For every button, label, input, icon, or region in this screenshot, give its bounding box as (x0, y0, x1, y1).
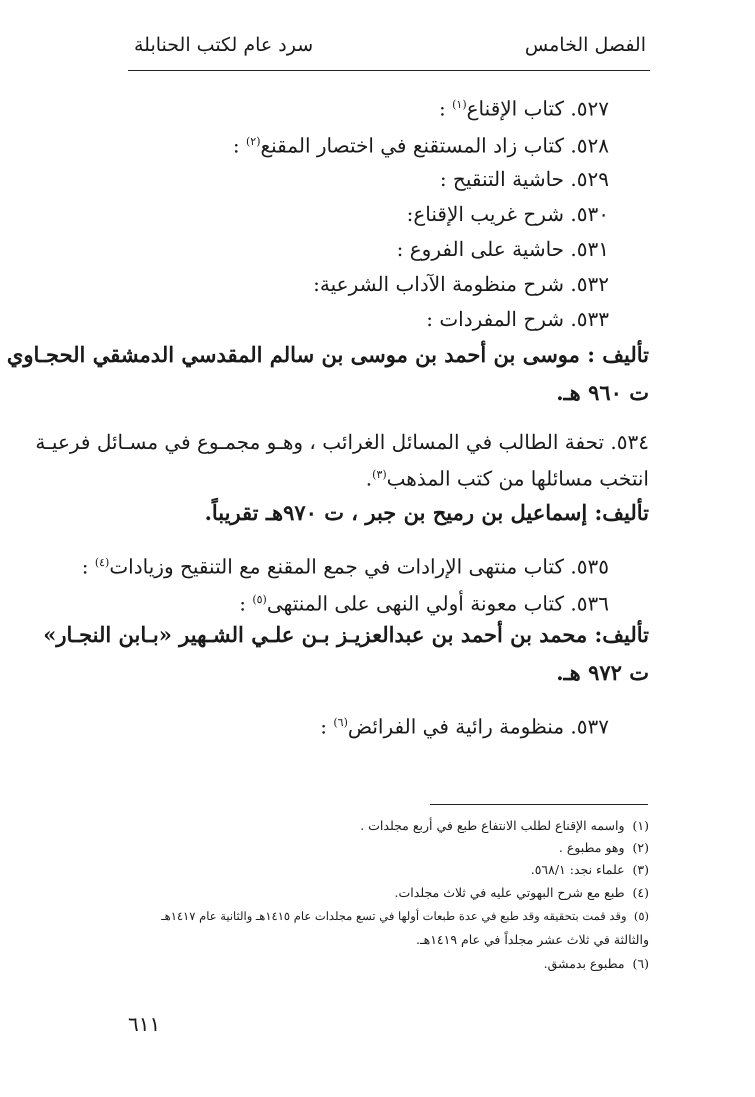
section-title: سرد عام لكتب الحنابلة (134, 34, 314, 56)
entry-537: ٥٣٧. منظومة رائية في الفرائض$^{(٦)}$ : (320, 714, 609, 739)
author-line: تأليف: محمد بن أحمد بن عبدالعزيـز بـن علـي الشـهير «بـابن النجـار» (43, 622, 649, 647)
footnote-ref: (٦) (333, 716, 348, 729)
running-header (128, 30, 650, 71)
footnote: (٣) علماء نجد: ٥٦٨/١. (530, 862, 649, 877)
entry-535: ٥٣٥. كتاب منتهى الإرادات في جمع المقنع مع التنقيح وزيادات$^{(٤)}$ : (81, 554, 609, 579)
footnote-divider (430, 804, 648, 805)
entry-528: ٥٢٨. كتاب زاد المستقنع في اختصار المقنع$^{(٢)}$ : (232, 133, 609, 158)
footnote-ref: (١) (452, 98, 467, 111)
entry-529: ٥٢٩. حاشية التنقيح : (439, 167, 609, 191)
page-number: ٦١١ (128, 1012, 161, 1036)
chapter-title: الفصل الخامس (524, 34, 646, 56)
author-line: تأليف : موسى بن أحمد بن موسى بن سالم المقدسي الدمشقي الحجـاوي (6, 342, 649, 367)
footnote-cont: والثالثة في ثلاث عشر مجلداً في عام ١٤١٩هـ. (415, 932, 649, 947)
footnote-ref: (٢) (245, 135, 261, 148)
footnote-ref: (٣) (372, 468, 387, 481)
entry-534: ٥٣٤. تحفة الطالب في المسائل الغرائب ، وهـو مجمـوع في مسـائل فرعيـة (35, 430, 649, 454)
entry-536: ٥٣٦. كتاب معونة أولي النهى على المنتهى$^{(٥)}$ : (239, 591, 609, 616)
entry-527: ٥٢٧. كتاب الإقناع$^{(١)}$ : (439, 96, 609, 121)
entry-530: ٥٣٠. شرح غريب الإقناع: (406, 202, 609, 226)
footnote: (١) واسمه الإقناع لطلب الانتفاع طبع في أربع مجلدات . (360, 818, 649, 833)
entry-532: ٥٣٢. شرح منظومة الآداب الشرعية: (313, 272, 609, 296)
footnote-ref: (٤) (94, 556, 110, 569)
footnote: (٤) طبع مع شرح البهوتي عليه في ثلاث مجلدات. (394, 885, 649, 900)
footnote-ref: (٥) (252, 593, 267, 606)
footnote: (٢) وهو مطبوع . (558, 840, 649, 855)
entry-534-cont: انتخب مسائلها من كتب المذهب$^{(٣)}$. (365, 466, 649, 491)
author-line: تأليف: إسماعيل بن رميح بن جبر ، ت ٩٧٠هـ تقريباً. (204, 500, 649, 525)
entry-531: ٥٣١. حاشية على الفروع : (396, 237, 609, 261)
author-death-year: ت ٩٧٢ هـ. (556, 660, 649, 685)
entry-533: ٥٣٣. شرح المفردات : (426, 307, 609, 331)
footnote: (٦) مطبوع بدمشق. (543, 956, 649, 971)
footnote: (٥) وقد قمت بتحقيقه وقد طبع في عدة طبعات أولها في تسع مجلدات عام ١٤١٥هـ والثانية عام ١٤١٧هـ (161, 909, 649, 923)
author-death-year: ت ٩٦٠ هـ. (556, 380, 649, 405)
